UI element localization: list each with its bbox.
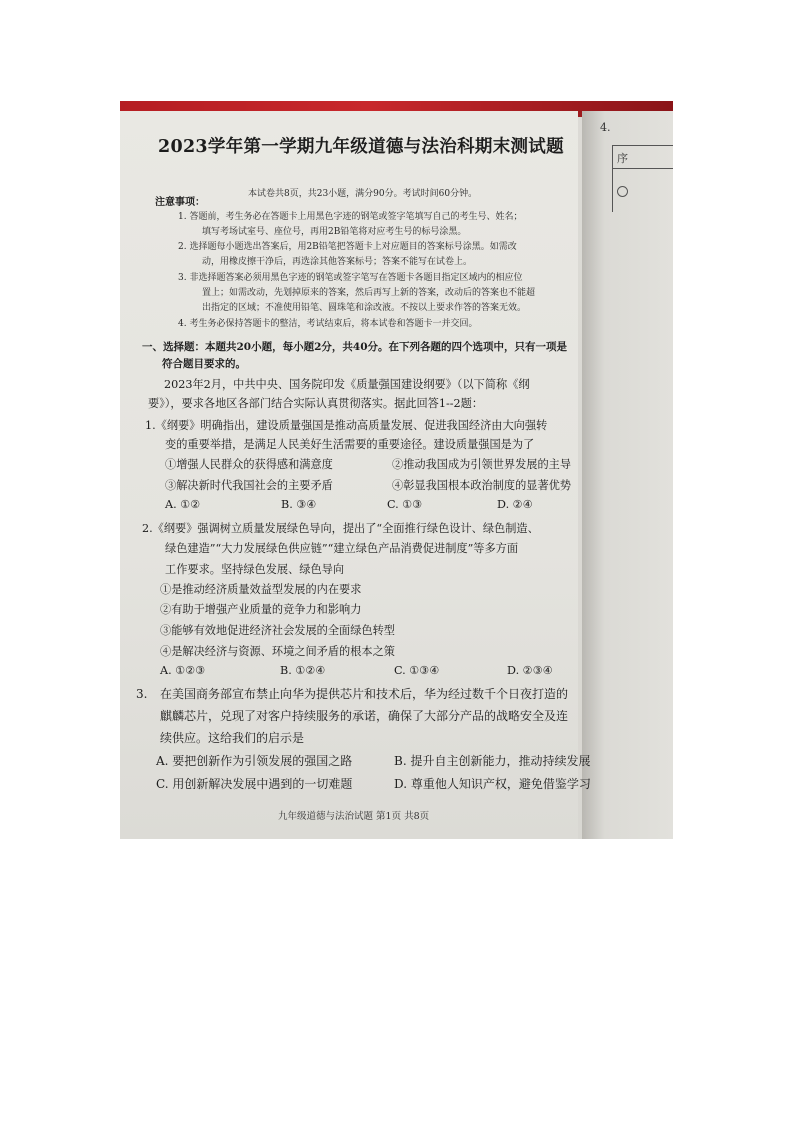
exam-title: 2023学年第一学期九年级道德与法治科期末测试题 [158, 137, 564, 157]
q1-choice-c: C. ①③ [387, 498, 423, 511]
notice-line: 填写考场试室号、座位号，再用2B铅笔将对应考生号的标号涂黑。 [202, 227, 467, 237]
q3-number: 3. [136, 687, 148, 701]
q1-option: ③解决新时代我国社会的主要矛盾 [165, 479, 333, 492]
q1-choice-b: B. ③④ [281, 498, 317, 511]
q1-choice-d: D. ②④ [497, 498, 533, 511]
q2-stem: 工作要求。坚持绿色发展、绿色导向 [165, 563, 345, 576]
intro-line: 要》），要求各地区各部门结合实际认真贯彻落实。据此回答1--2题： [148, 397, 484, 410]
table-divider [613, 168, 673, 169]
notice-line: 4. 考生务必保持答题卡的整洁，考试结束后，将本试卷和答题卡一并交回。 [178, 319, 478, 329]
q2-stem: 2.《纲要》强调树立质量发展绿色导向，提出了“全面推行绿色设计、绿色制造、 [142, 522, 539, 535]
q1-option: ②推动我国成为引领世界发展的主导 [392, 458, 572, 471]
q2-option: ①是推动经济质量效益型发展的内在要求 [160, 583, 362, 596]
q2-stem: 绿色建造”“大力发展绿色供应链”“建立绿色产品消费促进制度”等多方面 [165, 542, 519, 555]
q1-stem: 变的重要举措，是满足人民美好生活需要的重要途径。建设质量强国是为了 [165, 438, 535, 451]
exam-info: 本试卷共8页，共23小题，满分90分。考试时间60分钟。 [248, 189, 478, 199]
notice-line: 出指定的区域；不准使用铅笔、圆珠笔和涂改液。不按以上要求作答的答案无效。 [202, 303, 527, 313]
exam-sheet [120, 111, 591, 839]
q3-stem: 在美国商务部宣布禁止向华为提供芯片和技术后，华为经过数千个日夜打造的 [160, 687, 569, 701]
q2-choice-d: D. ②③④ [507, 664, 553, 677]
next-page-edge [582, 111, 673, 839]
notice-line: 置上；如需改动，先划掉原来的答案，然后再写上新的答案，改动后的答案也不能超 [202, 288, 536, 298]
q1-choice-a: A. ①② [165, 498, 201, 511]
q1-stem: 1.《纲要》明确指出，建设质量强国是推动高质量发展、促进我国经济由大向强转 [145, 419, 548, 432]
next-page-table-cell: 序 [617, 152, 628, 165]
page-footer: 九年级道德与法治试题 第1页 共8页 [278, 811, 430, 822]
notice-line: 动，用橡皮擦干净后，再选涂其他答案标号；答案不能写在试卷上。 [202, 257, 473, 267]
notice-line: 1. 答题前，考生务必在答题卡上用黑色字迹的钢笔或签字笔填写自己的考生号、姓名； [178, 212, 523, 222]
notice-line: 2. 选择题每小题选出答案后，用2B铅笔把答题卡上对应题目的答案标号涂黑。如需改 [178, 242, 517, 252]
q3-choice-c: C. 用创新解决发展中遇到的一切难题 [156, 777, 353, 791]
section-title: 一、选择题：本题共20小题，每小题2分，共40分。在下列各题的四个选项中，只有一项是 [142, 341, 568, 353]
notice-heading: 注意事项： [155, 197, 205, 208]
q3-stem: 续供应。这给我们的启示是 [160, 731, 305, 745]
intro-line: 2023年2月，中共中央、国务院印发《质量强国建设纲要》（以下简称《纲 [164, 378, 530, 391]
q2-option: ③能够有效地促进经济社会发展的全面绿色转型 [160, 624, 395, 637]
q3-choice-a: A. 要把创新作为引领发展的强国之路 [156, 754, 353, 768]
q2-option: ②有助于增强产业质量的竞争力和影响力 [160, 603, 362, 616]
next-page-table [612, 145, 673, 212]
q1-option: ①增强人民群众的获得感和满意度 [165, 458, 333, 471]
circle-mark-icon [617, 186, 628, 197]
q2-choice-c: C. ①③④ [394, 664, 440, 677]
exam-photo [120, 101, 673, 839]
q3-choice-d: D. 尊重他人知识产权，避免借鉴学习 [394, 777, 591, 791]
q2-choice-a: A. ①②③ [160, 664, 206, 677]
q1-option: ④彰显我国根本政治制度的显著优势 [392, 479, 572, 492]
q2-choice-b: B. ①②④ [280, 664, 326, 677]
next-page-question-number: 4. [600, 121, 611, 134]
q3-stem: 麒麟芯片，兑现了对客户持续服务的承诺，确保了大部分产品的战略安全及连 [160, 709, 569, 723]
q3-choice-b: B. 提升自主创新能力，推动持续发展 [394, 754, 591, 768]
section-title-cont: 符合题目要求的。 [162, 358, 246, 370]
q2-option: ④是解决经济与资源、环境之间矛盾的根本之策 [160, 645, 395, 658]
notice-line: 3. 非选择题答案必须用黑色字迹的钢笔或签字笔写在答题卡各题目指定区域内的相应位 [178, 273, 523, 283]
